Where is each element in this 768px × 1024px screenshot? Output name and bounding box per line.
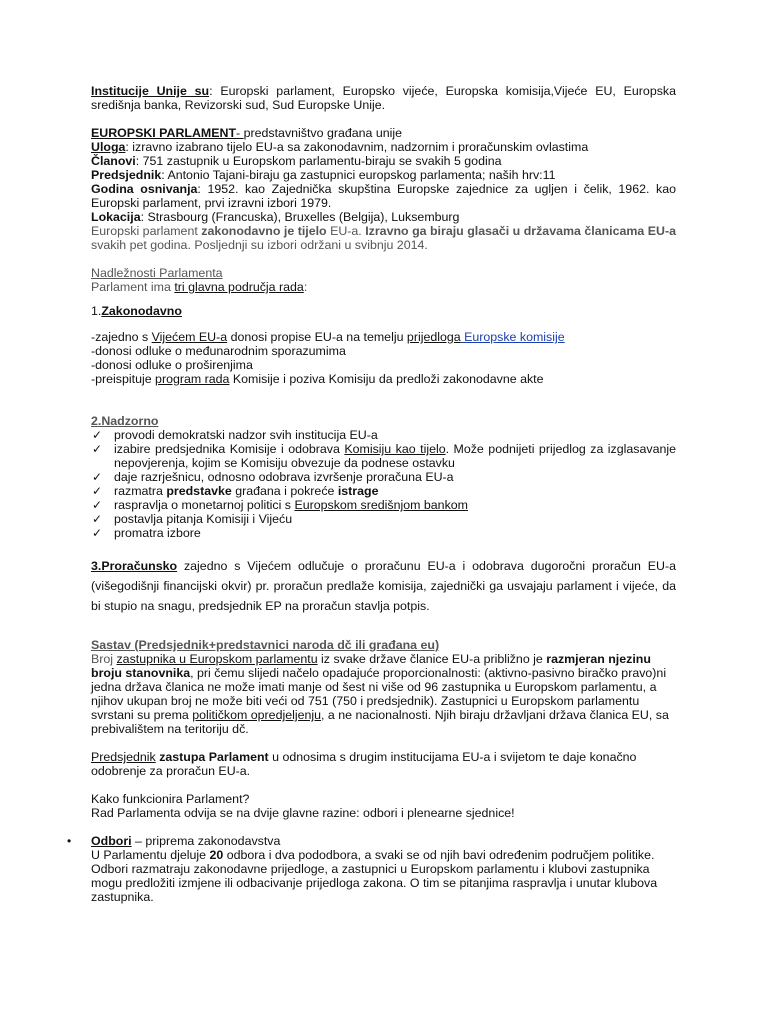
link-komisiju-kao-tijelo[interactable]: Komisiju kao tijelo (344, 442, 446, 456)
ep-gray-5: svakih pet godina. Posljednji su izbori održani u svibnju 2014. (91, 238, 428, 252)
zak-l4c: Komisije i poziva Komisiju da predloži zakonodavne akte (229, 372, 544, 386)
nadz-b2a: izabire predsjednika Komisije i odobrava (114, 442, 345, 456)
uloga-label: Uloga (91, 140, 126, 154)
ep-gray-4: Izravno ga biraju glasači u državama članicama EU-a (365, 224, 676, 238)
odbori-section (67, 834, 676, 904)
ep-section (91, 126, 676, 252)
godina-label: Godina osnivanja (91, 182, 198, 196)
nadleznosti-intro (91, 280, 676, 294)
predsjednik-text: : Antonio Tajani-biraju ga zastupnici europskog parlamenta; naših hrv:11 (161, 168, 556, 182)
sastav-c: iz svake države članice EU-a približno je (317, 652, 547, 666)
ep-gray-paragraph (91, 224, 676, 252)
odbori-dash: – priprema zakonodavstva (131, 834, 281, 848)
odbori-title-line (91, 834, 676, 848)
zakonodavno-section (91, 304, 676, 386)
nadzorno-title (91, 414, 676, 428)
pred-c: u odnosima s drugim institucijama EU-a i svijetom te daje konačno odobrenje za proračun EU-a. (91, 750, 637, 778)
sastav-a: Broj (91, 652, 117, 666)
clanovi-label: Članovi (91, 154, 136, 168)
ep-clanovi (91, 154, 676, 168)
proracunsko-paragraph (91, 556, 676, 616)
odbori-title: Odbori (91, 834, 132, 848)
ep-predsjednik (91, 168, 676, 182)
nadz-b2c: . Može podnijeti prijedlog za izglasavanje nepovjerenja, kojim se Komisiju obvezuje da podnese ostavku (114, 442, 676, 470)
ep-godina (91, 182, 676, 210)
zak-num: 1. (91, 304, 102, 318)
sastav-title: Sastav (Predsjednik+predstavnici naroda dč ili građana eu) (91, 638, 440, 652)
odbori-c: odbora i dva pododbora, a svaki se od njih bavi određenim područjem politike. Odbori razmatraju zakonodavne prijedloge, a zastupnici u Europskom parlamentu i klubovi zastupnika mogu predložiti izmjene ili odbacivanje prijedloga zakona. O tim se pitanjima raspravlja i unutar klubova zastupnika. (91, 848, 658, 904)
sastav-section (91, 638, 676, 736)
uloga-text: : izravno izabrano tijelo EU-a sa zakonodavnim, nadzornim i proračunskim ovlastima (125, 140, 589, 154)
kako-section (91, 792, 676, 820)
zak-line-1 (91, 330, 676, 344)
predsjednik-label: Predsjednik (91, 168, 162, 182)
institutions-paragraph (91, 84, 676, 112)
link-vijece-eu[interactable]: Vijećem EU-a (151, 330, 228, 344)
nadz-b4d: istrage (337, 484, 379, 498)
ep-lokacija (91, 210, 676, 224)
nadz-b1: provodi demokratski nadzor svih institucija EU-a (114, 428, 378, 442)
check-icon: ✓ (92, 484, 103, 498)
zak-title: Zakonodavno (101, 304, 182, 318)
intro-3: : (303, 280, 308, 294)
ep-gray-3: EU-a. (326, 224, 366, 238)
list-item (91, 428, 676, 442)
sastav-paragraph (91, 652, 676, 736)
nadz-b6: postavlja pitanja Komisiji i Vijeću (114, 512, 293, 526)
link-prijedloga[interactable]: prijedloga (406, 330, 461, 344)
kako-answer: Rad Parlamenta odvija se na dvije glavne razine: odbori i plenearne sjednice! (91, 806, 515, 820)
predsjednik-paragraph (91, 750, 676, 778)
institutions-heading: Institucije Unije su (91, 84, 210, 98)
link-zastupnika[interactable]: zastupnika u Europskom parlamentu (116, 652, 318, 666)
list-item (91, 470, 676, 484)
clanovi-text: : 751 zastupnik u Europskom parlamentu-biraju se svakih 5 godina (135, 154, 502, 168)
sastav-e: , pri čemu slijedi načelo opadajuće proporcionalnosti: (aktivno-pasivno biračko pravo)ni jedna država članica ne može imati manje od šest ni više od 96 zastupnika u Europskom parlamentu, a njihov ukupan broj ne može biti veći od 751 (750 i predsjednik). Zastupnici u Europskom parlamentu svrstani su prema (91, 666, 667, 722)
check-icon: ✓ (92, 470, 103, 484)
nadz-b3: daje razrješnicu, odnosno odobrava izvršenje proračuna EU-a (114, 470, 454, 484)
sastav-d: razmjeran njezinu broju stanovnika (91, 652, 651, 680)
ep-gray-1: Europski parlament (91, 224, 202, 238)
check-icon: ✓ (92, 512, 103, 526)
link-europske-komisije[interactable]: Europske komisije (460, 330, 565, 344)
nadleznosti-section (91, 266, 676, 294)
nadz-title-text: 2.Nadzorno (91, 414, 159, 428)
zak-line-3: -donosi odluke o proširenjima (91, 358, 253, 372)
link-europskom-sredisnjom-bankom[interactable]: Europskom središnjom bankom (294, 498, 468, 512)
list-item (91, 498, 676, 512)
odbori-paragraph (91, 848, 676, 904)
kako-question: Kako funkcionira Parlament? (91, 792, 250, 806)
zak-line-2: -donosi odluke o međunarodnim sporazumima (91, 344, 346, 358)
ep-uloga (91, 140, 676, 154)
link-predsjednik[interactable]: Predsjednik (91, 750, 156, 764)
lokacija-label: Lokacija (91, 210, 141, 224)
check-icon: ✓ (92, 526, 103, 540)
zak-line-4 (91, 372, 676, 386)
zakonodavno-title (91, 304, 676, 318)
intro-1: Parlament ima (91, 280, 175, 294)
intro-2: tri glavna područja rada (174, 280, 304, 294)
sastav-title-line (91, 638, 676, 652)
document-page (67, 84, 676, 904)
check-icon: ✓ (92, 442, 103, 456)
lokacija-text: : Strasbourg (Francuska), Bruxelles (Belgija), Luksemburg (140, 210, 460, 224)
ep-title: EUROPSKI PARLAMENT (91, 126, 237, 140)
nadz-b5a: raspravlja o monetarnoj politici s (114, 498, 295, 512)
nadzorno-list (91, 428, 676, 540)
proracunsko-text: zajedno s Vijećem odlučuje o proračunu EU-a i odobrava dugoročni proračun EU-a (višegodišnji financijski okvir) pr. proračun predlaže komisija, zajednički ga usvajaju parlament i vijeće, da bi stupio na snagu, predsjednik EP na proračun stavlja potpis. (91, 559, 676, 613)
zak-l4a: -preispituje (91, 372, 156, 386)
list-item (91, 526, 676, 540)
nadz-b7: promatra izbore (114, 526, 201, 540)
list-item (91, 484, 676, 498)
check-icon: ✓ (92, 428, 103, 442)
nadleznosti-title: Nadležnosti Parlamenta (91, 266, 223, 280)
pred-b: zastupa Parlament (155, 750, 269, 764)
nadzorno-section (91, 414, 676, 540)
odbori-b: 20 (209, 848, 224, 862)
godina-text: : 1952. kao Zajednička skupština Europske zajednice za ugljen i čelik, 1962. kao Europski parlament, prvi izravni izbori 1979. (91, 182, 676, 210)
link-politickom-opredjeljenju[interactable]: političkom opredjeljenju (192, 708, 322, 722)
list-item (91, 442, 676, 470)
nadz-b4b: predstavke (166, 484, 232, 498)
ep-gray-2: zakonodavno je tijelo (201, 224, 327, 238)
ep-title-dash: - (236, 126, 244, 140)
institutions-text: : Europski parlament, Europsko vijeće, Europska komisija,Vijeće EU, Europska središnja banka, Revizorski sud, Sud Europske Unije. (91, 84, 676, 112)
check-icon: ✓ (92, 498, 103, 512)
proracunsko-title: 3.Proračunsko (91, 559, 178, 573)
zak-l1a: -zajedno s (91, 330, 152, 344)
zak-l1c: donosi propise EU-a na temelju (227, 330, 407, 344)
sastav-g: , a ne nacionalnosti. Njih biraju državljani država članica EU, sa prebivalištem na teritoriju dč. (91, 708, 669, 736)
nadz-b4c: građana i pokreće (231, 484, 338, 498)
ep-subtitle: predstavništvo građana unije (243, 126, 403, 140)
link-program-rada[interactable]: program rada (155, 372, 230, 386)
odbori-a: U Parlamentu djeluje (91, 848, 210, 862)
nadz-b4a: razmatra (114, 484, 167, 498)
ep-heading-line (91, 126, 676, 140)
list-item (91, 512, 676, 526)
bullet-icon: • (67, 834, 72, 848)
